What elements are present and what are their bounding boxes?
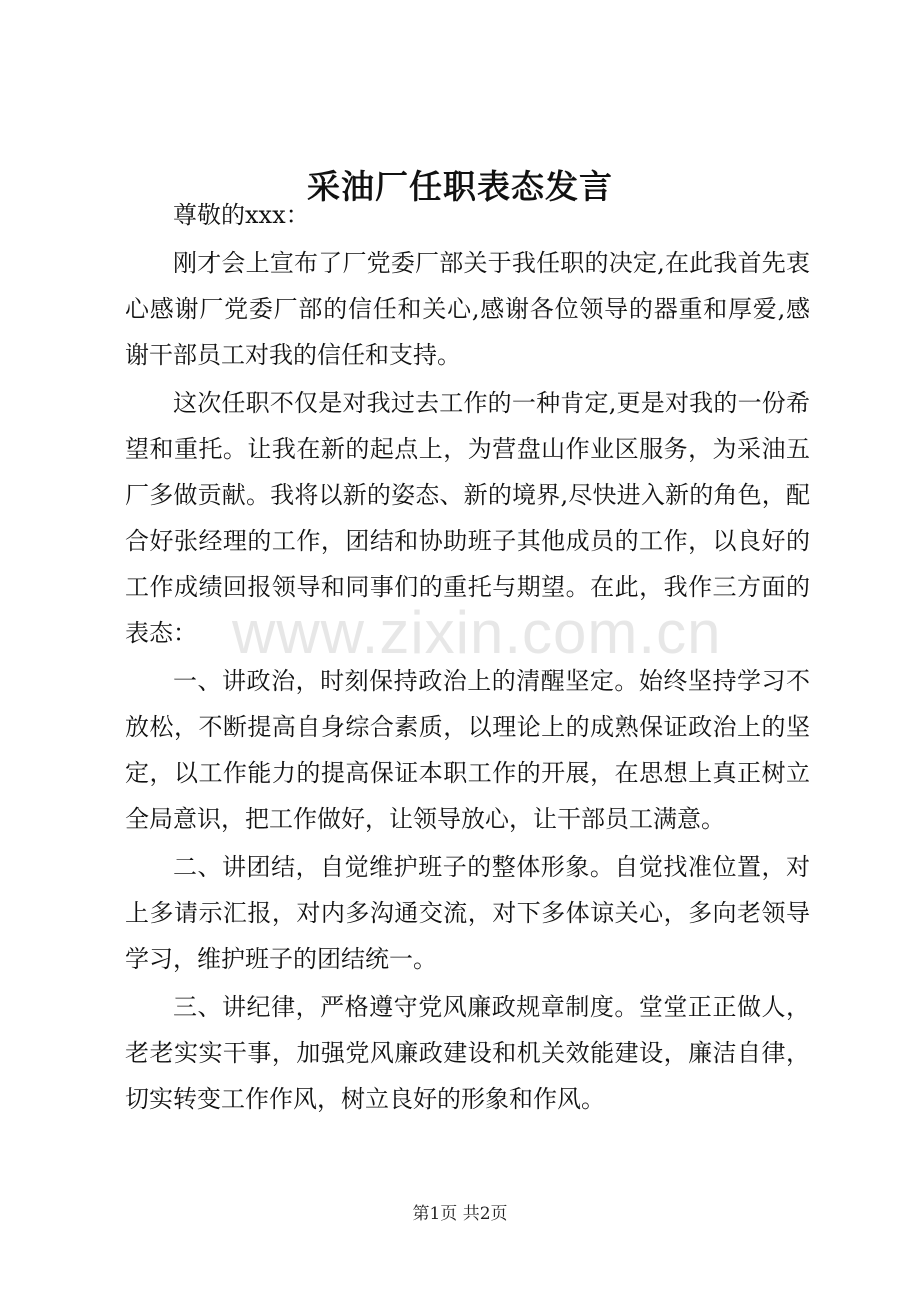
salutation: 尊敬的xxx： bbox=[173, 201, 310, 229]
paragraph-1: 刚才会上宣布了厂党委厂部关于我任职的决定,在此我首先衷心感谢厂党委厂部的信任和关心,感谢各位领导的器重和厚爱,感谢干部员工对我的信任和支持。 bbox=[125, 249, 810, 369]
paragraph-2: 这次任职不仅是对我过去工作的一种肯定,更是对我的一份希望和重托。让我在新的起点上，为营盘山作业区服务，为采油五厂多做贡献。我将以新的姿态、新的境界,尽快进入新的角色，配合好张经理的工作，团结和协助班子其他成员的工作，以良好的工作成绩回报领导和同事们的重托与期望。在此，我作三方面的表态： bbox=[125, 389, 810, 647]
paragraph-3: 一、讲政治，时刻保持政治上的清醒坚定。始终坚持学习不放松，不断提高自身综合素质，以理论上的成熟保证政治上的坚定，以工作能力的提高保证本职工作的开展，在思想上真正树立全局意识，把工作做好，让领导放心，让干部员工满意。 bbox=[125, 667, 810, 833]
paragraph-5: 三、讲纪律，严格遵守党风廉政规章制度。堂堂正正做人，老老实实干事，加强党风廉政建设和机关效能建设，廉洁自律，切实转变工作作风，树立良好的形象和作风。 bbox=[125, 993, 810, 1113]
page-footer: 第1页 共2页 bbox=[412, 1204, 508, 1224]
paragraph-4: 二、讲团结，自觉维护班子的整体形象。自觉找准位置，对上多请示汇报，对内多沟通交流，对下多体谅关心，多向老领导学习，维护班子的团结统一。 bbox=[125, 853, 810, 973]
document-title: 采油厂任职表态发言 bbox=[307, 167, 613, 206]
watermark: www.zixin.com.cn bbox=[232, 599, 722, 666]
